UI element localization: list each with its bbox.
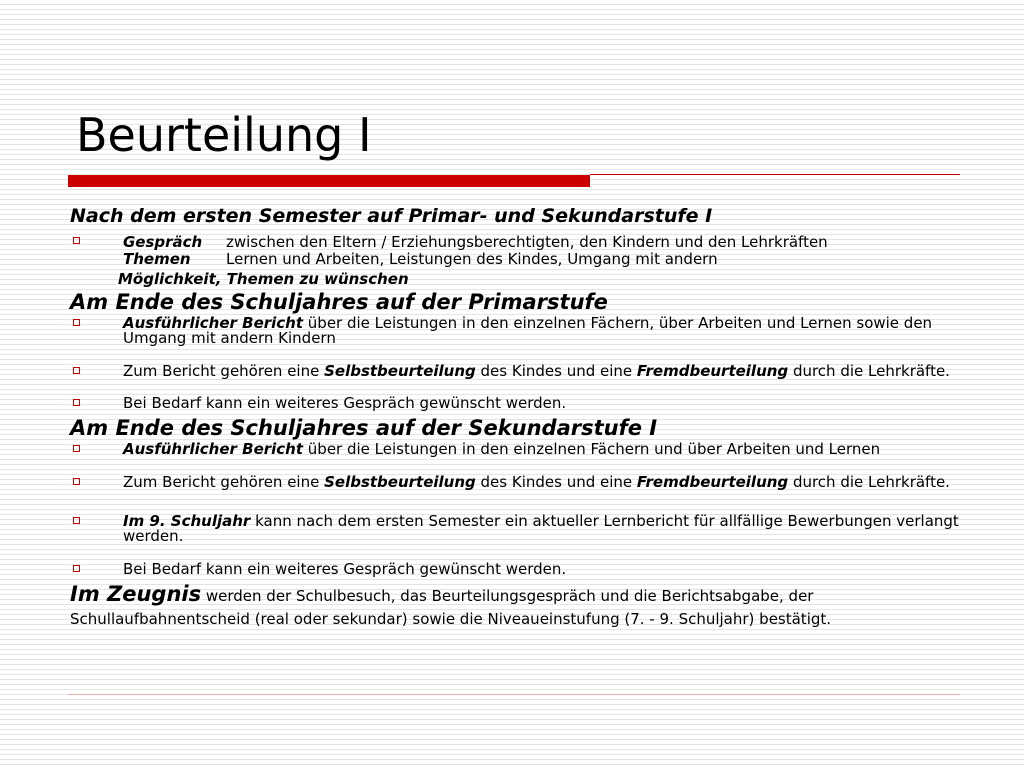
red-square-outline-icon — [73, 478, 80, 485]
bullet-text: Zum Bericht gehören eine — [123, 362, 325, 380]
red-square-outline-icon — [73, 445, 80, 452]
section3-heading: Am Ende des Schuljahres auf der Sekundarstufe I — [70, 416, 658, 440]
section1-row-gespraech — [123, 234, 970, 251]
row-label: Themen — [123, 250, 191, 268]
section3-bullet-schuljahr — [70, 514, 970, 544]
section2-heading: Am Ende des Schuljahres auf der Primarstufe — [70, 290, 608, 314]
bullet-text: über die Leistungen in den einzelnen Fächern, über Arbeiten und Lernen sowie den Umgang mit andern Kindern — [123, 314, 933, 347]
bullet-text: durch die Lehrkräfte. — [788, 473, 950, 491]
section3-bullet-bericht — [70, 442, 970, 457]
section2-bullet-bericht — [70, 316, 970, 346]
section3-bullet-bedarf — [70, 562, 970, 577]
paragraph-text: werden der Schulbesuch, das Beurteilungsgespräch und die Berichtsabgabe, der Schullaufbahnentscheid (real oder sekundar) sowie die Niveaueinstufung (7. - 9. Schuljahr) bestätigt. — [70, 587, 832, 628]
bullet-text: kann nach dem ersten Semester ein aktueller Lernbericht für allfällige Bewerbungen verlangt werden. — [123, 512, 959, 545]
emphasis: Im 9. Schuljahr — [123, 512, 251, 530]
section1-row-themen — [123, 251, 970, 268]
emphasis: Fremdbeurteilung — [636, 362, 789, 380]
section1-heading: Nach dem ersten Semester auf Primar- und Sekundarstufe I — [70, 205, 713, 227]
row-text: Lernen und Arbeiten, Leistungen des Kindes, Umgang mit andern — [226, 250, 718, 268]
emphasis: Selbstbeurteilung — [324, 473, 476, 491]
row-label: Gespräch — [123, 233, 203, 251]
bullet-text: Bei Bedarf kann ein weiteres Gespräch gewünscht werden. — [123, 560, 567, 578]
row-text: zwischen den Eltern / Erziehungsberechtigten, den Kindern und den Lehrkräften — [226, 233, 828, 251]
bullet-text: des Kindes und eine — [475, 362, 637, 380]
red-square-outline-icon — [73, 565, 80, 572]
bullet-text: des Kindes und eine — [475, 473, 637, 491]
red-square-outline-icon — [73, 517, 80, 524]
red-square-outline-icon — [73, 237, 80, 244]
section2-bullet-bedarf — [70, 396, 970, 411]
emphasis: Ausführlicher Bericht — [123, 314, 304, 332]
red-square-outline-icon — [73, 399, 80, 406]
bullet-text: über die Leistungen in den einzelnen Fächern und über Arbeiten und Lernen — [303, 440, 881, 458]
emphasis: Fremdbeurteilung — [636, 473, 789, 491]
section1-bullet — [70, 234, 970, 268]
title-underline-thick — [68, 175, 590, 187]
bullet-text: Bei Bedarf kann ein weiteres Gespräch gewünscht werden. — [123, 394, 567, 412]
emphasis: Selbstbeurteilung — [324, 362, 476, 380]
red-square-outline-icon — [73, 319, 80, 326]
red-square-outline-icon — [73, 367, 80, 374]
zeugnis-paragraph — [70, 583, 970, 631]
section2-bullet-beurteilung — [70, 364, 970, 379]
section3-bullet-beurteilung — [70, 475, 970, 490]
title-underline-thin — [590, 174, 960, 175]
emphasis: Ausführlicher Bericht — [123, 440, 304, 458]
slide-title: Beurteilung I — [76, 108, 372, 162]
bullet-text: durch die Lehrkräfte. — [788, 362, 950, 380]
footer-divider — [68, 694, 960, 695]
emphasis: Im Zeugnis — [70, 582, 202, 606]
bullet-text: Zum Bericht gehören eine — [123, 473, 325, 491]
section1-option: Möglichkeit, Themen zu wünschen — [118, 270, 409, 288]
slide-content — [70, 205, 970, 631]
